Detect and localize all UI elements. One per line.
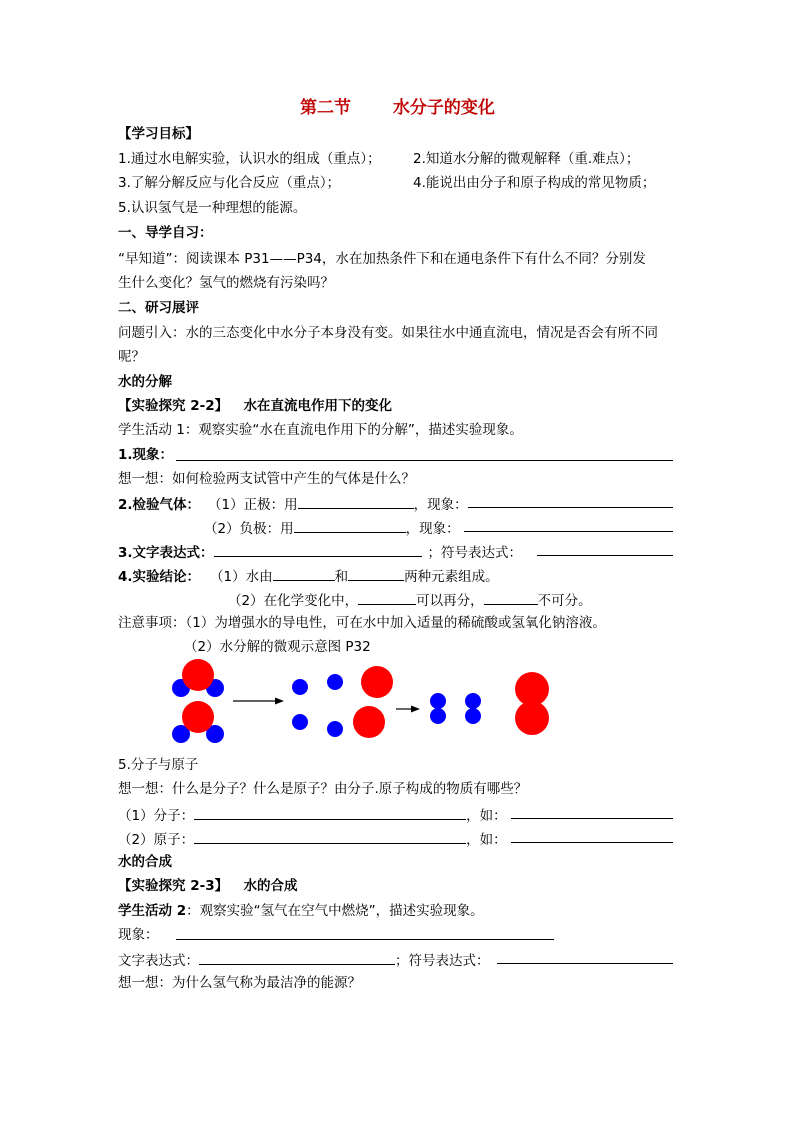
arrow-icon bbox=[233, 698, 284, 705]
atom-label: （2）原子： bbox=[118, 832, 195, 848]
synthesis-phenomenon-label: 现象： bbox=[118, 927, 159, 943]
self-study-line-1: “早知道”：阅读课本 P31——P34，水在加热条件下和在通电条件下有什么不同？分别发 bbox=[118, 251, 646, 267]
symbol-equation-blank bbox=[537, 555, 673, 556]
water-decomposition-diagram bbox=[166, 654, 606, 744]
positive-method-blank bbox=[298, 494, 414, 509]
q2-row bbox=[118, 494, 468, 514]
q4-label: 4.实验结论： bbox=[118, 569, 201, 585]
micro-caption: （2）水分解的微观示意图 P32 bbox=[184, 639, 371, 655]
water-molecule bbox=[172, 701, 224, 743]
activity-2 bbox=[118, 902, 484, 920]
c2-c: 不可分。 bbox=[537, 593, 592, 609]
hydrogen-molecule bbox=[465, 693, 481, 724]
c1-b: 和 bbox=[334, 569, 349, 585]
arrow-icon bbox=[396, 706, 420, 713]
divisible-blank bbox=[358, 590, 416, 605]
activity-1: 学生活动 1：观察实验“水在直流电作用下的分解”，描述实验现象。 bbox=[118, 422, 523, 438]
hydrogen-atom bbox=[292, 679, 308, 695]
element-1-blank bbox=[273, 566, 335, 581]
goal-5: 5.认识氢气是一种理想的能源。 bbox=[118, 200, 307, 216]
hydrogen-atom bbox=[327, 721, 343, 737]
review-intro-2: 呢？ bbox=[118, 349, 145, 365]
positive-label: （1）正极：用 bbox=[208, 497, 298, 513]
experiment-2-3 bbox=[118, 877, 298, 895]
oxygen-atom bbox=[353, 706, 385, 738]
note: 注意事项：（1）为增强水的导电性，可在水中加入适量的稀硫酸或氢氧化钠溶液。 bbox=[118, 615, 606, 631]
q3-row bbox=[118, 542, 522, 562]
think-1: 想一想：如何检验两支试管中产生的气体是什么？ bbox=[118, 471, 415, 487]
oxygen-atom bbox=[515, 672, 549, 706]
goals-heading: 【学习目标】 bbox=[118, 126, 199, 142]
self-study-heading: 一、导学自习： bbox=[118, 225, 213, 241]
activity-2-label: 学生活动 2 bbox=[118, 903, 187, 919]
q3-label: 3.文字表达式： bbox=[118, 545, 214, 561]
hydrogen-atom bbox=[430, 693, 446, 709]
q4-row bbox=[118, 566, 499, 586]
molecule-example-label: ，如： bbox=[466, 808, 507, 824]
q4-row-2 bbox=[228, 590, 592, 610]
hydrogen-atom bbox=[327, 674, 343, 690]
molecule-row bbox=[118, 805, 507, 825]
experiment-2-2 bbox=[118, 397, 392, 415]
element-2-blank bbox=[348, 566, 404, 581]
negative-phenomenon-label: ，现象： bbox=[405, 521, 460, 537]
oxygen-atom bbox=[182, 659, 214, 691]
synthesis-heading: 水的合成 bbox=[118, 854, 172, 870]
atom-example-blank bbox=[511, 842, 673, 843]
positive-phenomenon-blank bbox=[468, 507, 673, 508]
review-intro-1: 问题引入：水的三态变化中水分子本身没有变。如果往水中通直流电，情况是否会有所不同 bbox=[118, 325, 658, 341]
exp-title: 水在直流电作用下的变化 bbox=[243, 398, 392, 414]
review-heading: 二、研习展评 bbox=[118, 300, 199, 316]
hydrogen-atom bbox=[430, 708, 446, 724]
synthesis-word-eq-label: 文字表达式： bbox=[118, 953, 199, 969]
synthesis-equation-row bbox=[118, 950, 490, 970]
self-study-line-2: 生什么变化？氢气的燃烧有污染吗？ bbox=[118, 275, 334, 291]
q2-negative-row bbox=[204, 518, 460, 538]
title-section: 第二节 bbox=[300, 98, 351, 118]
c1-c: 两种元素组成。 bbox=[404, 569, 499, 585]
synthesis-symbol-eq-label: ；符号表达式： bbox=[395, 953, 490, 969]
negative-phenomenon-blank bbox=[464, 531, 673, 532]
activity-2-text: ：观察实验“氢气在空气中燃烧”，描述实验现象。 bbox=[186, 903, 484, 919]
synthesis-phenomenon-blank bbox=[176, 939, 554, 940]
synthesis-think: 想一想：为什么氢气称为最洁净的能源？ bbox=[118, 975, 361, 991]
symbol-equation-label: ；符号表达式： bbox=[427, 545, 523, 561]
indivisible-blank bbox=[484, 590, 538, 605]
atom-example-label: ，如： bbox=[466, 832, 507, 848]
q5-molecules-atoms: 5.分子与原子 bbox=[118, 757, 199, 773]
goal-2: 2.知道水分解的微观解释（重.难点）； bbox=[413, 151, 640, 167]
decomposition-heading: 水的分解 bbox=[118, 374, 172, 390]
molecule-label: （1）分子： bbox=[118, 808, 195, 824]
c2-a: （2）在化学变化中， bbox=[228, 593, 359, 609]
synthesis-word-eq-blank bbox=[199, 950, 395, 965]
oxygen-atom bbox=[182, 701, 214, 733]
negative-label: （2）负极：用 bbox=[204, 521, 294, 537]
positive-phenomenon-label: ，现象： bbox=[413, 497, 468, 513]
q1-phenomenon-label: 1.现象： bbox=[118, 447, 174, 463]
page-title bbox=[300, 99, 495, 117]
hydrogen-atom bbox=[465, 693, 481, 709]
atom-row bbox=[118, 829, 507, 849]
oxygen-molecule bbox=[515, 672, 549, 735]
goal-3: 3.了解分解反应与化合反应（重点）； bbox=[118, 175, 341, 191]
synthesis-symbol-eq-blank bbox=[497, 963, 673, 964]
molecule-definition-blank bbox=[194, 805, 466, 820]
oxygen-atom bbox=[361, 666, 393, 698]
negative-method-blank bbox=[294, 518, 406, 533]
exp-tag-2: 【实验探究 2-3】 bbox=[118, 878, 229, 894]
hydrogen-molecule bbox=[430, 693, 446, 724]
word-equation-blank bbox=[214, 542, 422, 557]
c1-a: （1）水由 bbox=[210, 569, 273, 585]
oxygen-atom bbox=[515, 701, 549, 735]
think-2: 想一想：什么是分子？什么是原子？由分子.原子构成的物质有哪些？ bbox=[118, 781, 528, 797]
exp-tag: 【实验探究 2-2】 bbox=[118, 398, 229, 414]
exp-title-2: 水的合成 bbox=[243, 878, 298, 894]
hydrogen-atom bbox=[292, 714, 308, 730]
atom-definition-blank bbox=[194, 829, 466, 844]
water-molecule bbox=[172, 659, 224, 697]
title-topic: 水分子的变化 bbox=[392, 98, 495, 118]
q2-label: 2.检验气体： bbox=[118, 497, 201, 513]
goal-4: 4.能说出由分子和原子构成的常见物质； bbox=[413, 175, 656, 191]
goal-1: 1.通过水电解实验，认识水的组成（重点）； bbox=[118, 151, 381, 167]
q1-answer-line bbox=[176, 460, 673, 461]
c2-b: 可以再分， bbox=[416, 593, 484, 609]
molecule-example-blank bbox=[511, 818, 673, 819]
hydrogen-atom bbox=[465, 708, 481, 724]
